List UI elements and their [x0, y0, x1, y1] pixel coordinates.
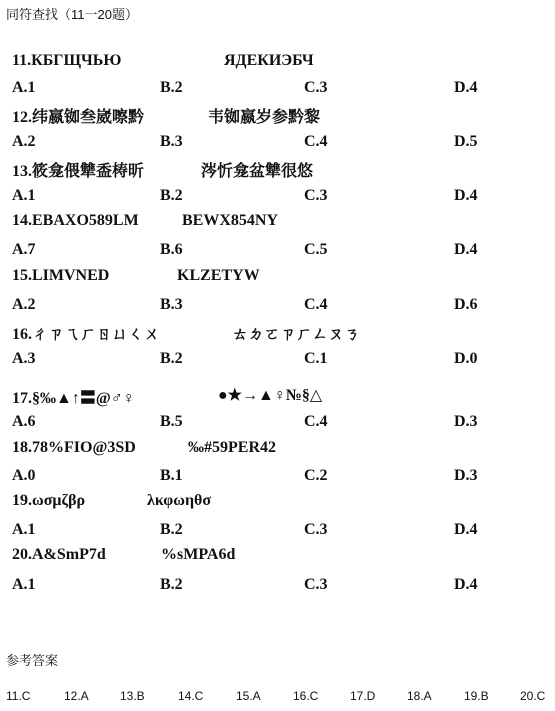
option-b: B.2 [160, 350, 183, 367]
question-14 [12, 212, 279, 230]
option-c: C.2 [304, 467, 328, 484]
question-20 [12, 546, 236, 564]
question-16 [12, 321, 361, 344]
option-a: A.2 [12, 133, 36, 150]
option-c: C.3 [304, 187, 328, 204]
option-d: D.0 [454, 350, 478, 367]
question-right-string: BEWX854NY [182, 212, 279, 229]
option-d: D.5 [454, 133, 478, 150]
question-left-string: 16.ㄔㄗㄟㄏㄖㄩㄑㄨ [12, 326, 161, 343]
question-left-string: 12.纬嬴铷叁崴嚓黔 [12, 109, 145, 126]
question-right-string: ‰#59PER42 [188, 439, 276, 456]
answer-item: 16.C [293, 689, 319, 703]
option-d: D.3 [454, 467, 478, 484]
option-d: D.6 [454, 296, 478, 313]
question-right-string: λκφωηθσ [147, 492, 212, 509]
option-b: B.2 [160, 521, 183, 538]
question-left-string: 14.EBAXO589LM [12, 212, 139, 229]
option-d: D.4 [454, 576, 478, 593]
option-c: C.4 [304, 133, 328, 150]
answers-title: 参考答案 [6, 653, 59, 668]
question-left-string: 20.A&SmP7d [12, 546, 106, 563]
option-b: B.2 [160, 576, 183, 593]
option-d: D.3 [454, 413, 478, 430]
question-right-string: KLZETYW [177, 267, 260, 284]
option-c: C.4 [304, 413, 328, 430]
question-15 [12, 267, 260, 285]
option-c: C.3 [304, 79, 328, 96]
answer-item: 18.A [407, 689, 432, 703]
option-c: C.5 [304, 241, 328, 258]
question-13 [12, 158, 314, 181]
question-left-string: 17.§‰▲↑〓@♂♀ [12, 390, 135, 407]
option-b: B.2 [160, 187, 183, 204]
option-c: C.1 [304, 350, 328, 367]
section-header: 同符查找（11一20题） [6, 7, 138, 22]
question-right-string: ЯДЕКИЭБЧ [224, 52, 314, 69]
option-d: D.4 [454, 187, 478, 204]
answer-item: 20.C [520, 689, 546, 703]
answer-item: 13.B [120, 689, 145, 703]
option-b: B.5 [160, 413, 183, 430]
option-d: D.4 [454, 521, 478, 538]
question-right-string: ●★→▲♀№§△ [218, 387, 323, 404]
option-a: A.1 [12, 79, 36, 96]
option-a: A.2 [12, 296, 36, 313]
option-b: B.1 [160, 467, 183, 484]
answer-item: 19.B [464, 689, 489, 703]
question-right-string: ㄊㄉㄛㄗㄏㄥㄡㄋ [232, 326, 361, 343]
option-a: A.0 [12, 467, 36, 484]
answer-item: 15.A [236, 689, 261, 703]
option-b: B.2 [160, 79, 183, 96]
option-a: A.1 [12, 521, 36, 538]
option-c: C.3 [304, 521, 328, 538]
option-a: A.1 [12, 187, 36, 204]
option-a: A.3 [12, 350, 36, 367]
option-a: A.6 [12, 413, 36, 430]
answer-item: 14.C [178, 689, 204, 703]
question-right-string: 韦铷嬴岁参黔黎 [208, 109, 321, 126]
question-right-string: 涔忻龛盆犨很悠 [201, 163, 314, 180]
option-c: C.3 [304, 576, 328, 593]
question-11 [12, 52, 314, 70]
question-left-string: 13.筱龛偎犨盉梼昕 [12, 163, 145, 180]
option-a: A.1 [12, 576, 36, 593]
question-19 [12, 492, 212, 510]
question-17 [12, 385, 323, 408]
answer-item: 12.A [64, 689, 89, 703]
option-b: B.6 [160, 241, 183, 258]
question-12 [12, 104, 321, 127]
answer-item: 17.D [350, 689, 376, 703]
question-left-string: 15.LIMVNED [12, 267, 110, 284]
option-b: B.3 [160, 296, 183, 313]
option-b: B.3 [160, 133, 183, 150]
question-18 [12, 439, 276, 457]
answer-item: 11.C [6, 689, 31, 703]
question-right-string: %sMPA6d [161, 546, 236, 563]
question-left-string: 11.КБГЩЧЬЮ [12, 52, 122, 69]
question-left-string: 18.78%FIO@3SD [12, 439, 136, 456]
option-c: C.4 [304, 296, 328, 313]
option-a: A.7 [12, 241, 36, 258]
option-d: D.4 [454, 241, 478, 258]
option-d: D.4 [454, 79, 478, 96]
question-left-string: 19.ωσμζβρ [12, 492, 86, 509]
